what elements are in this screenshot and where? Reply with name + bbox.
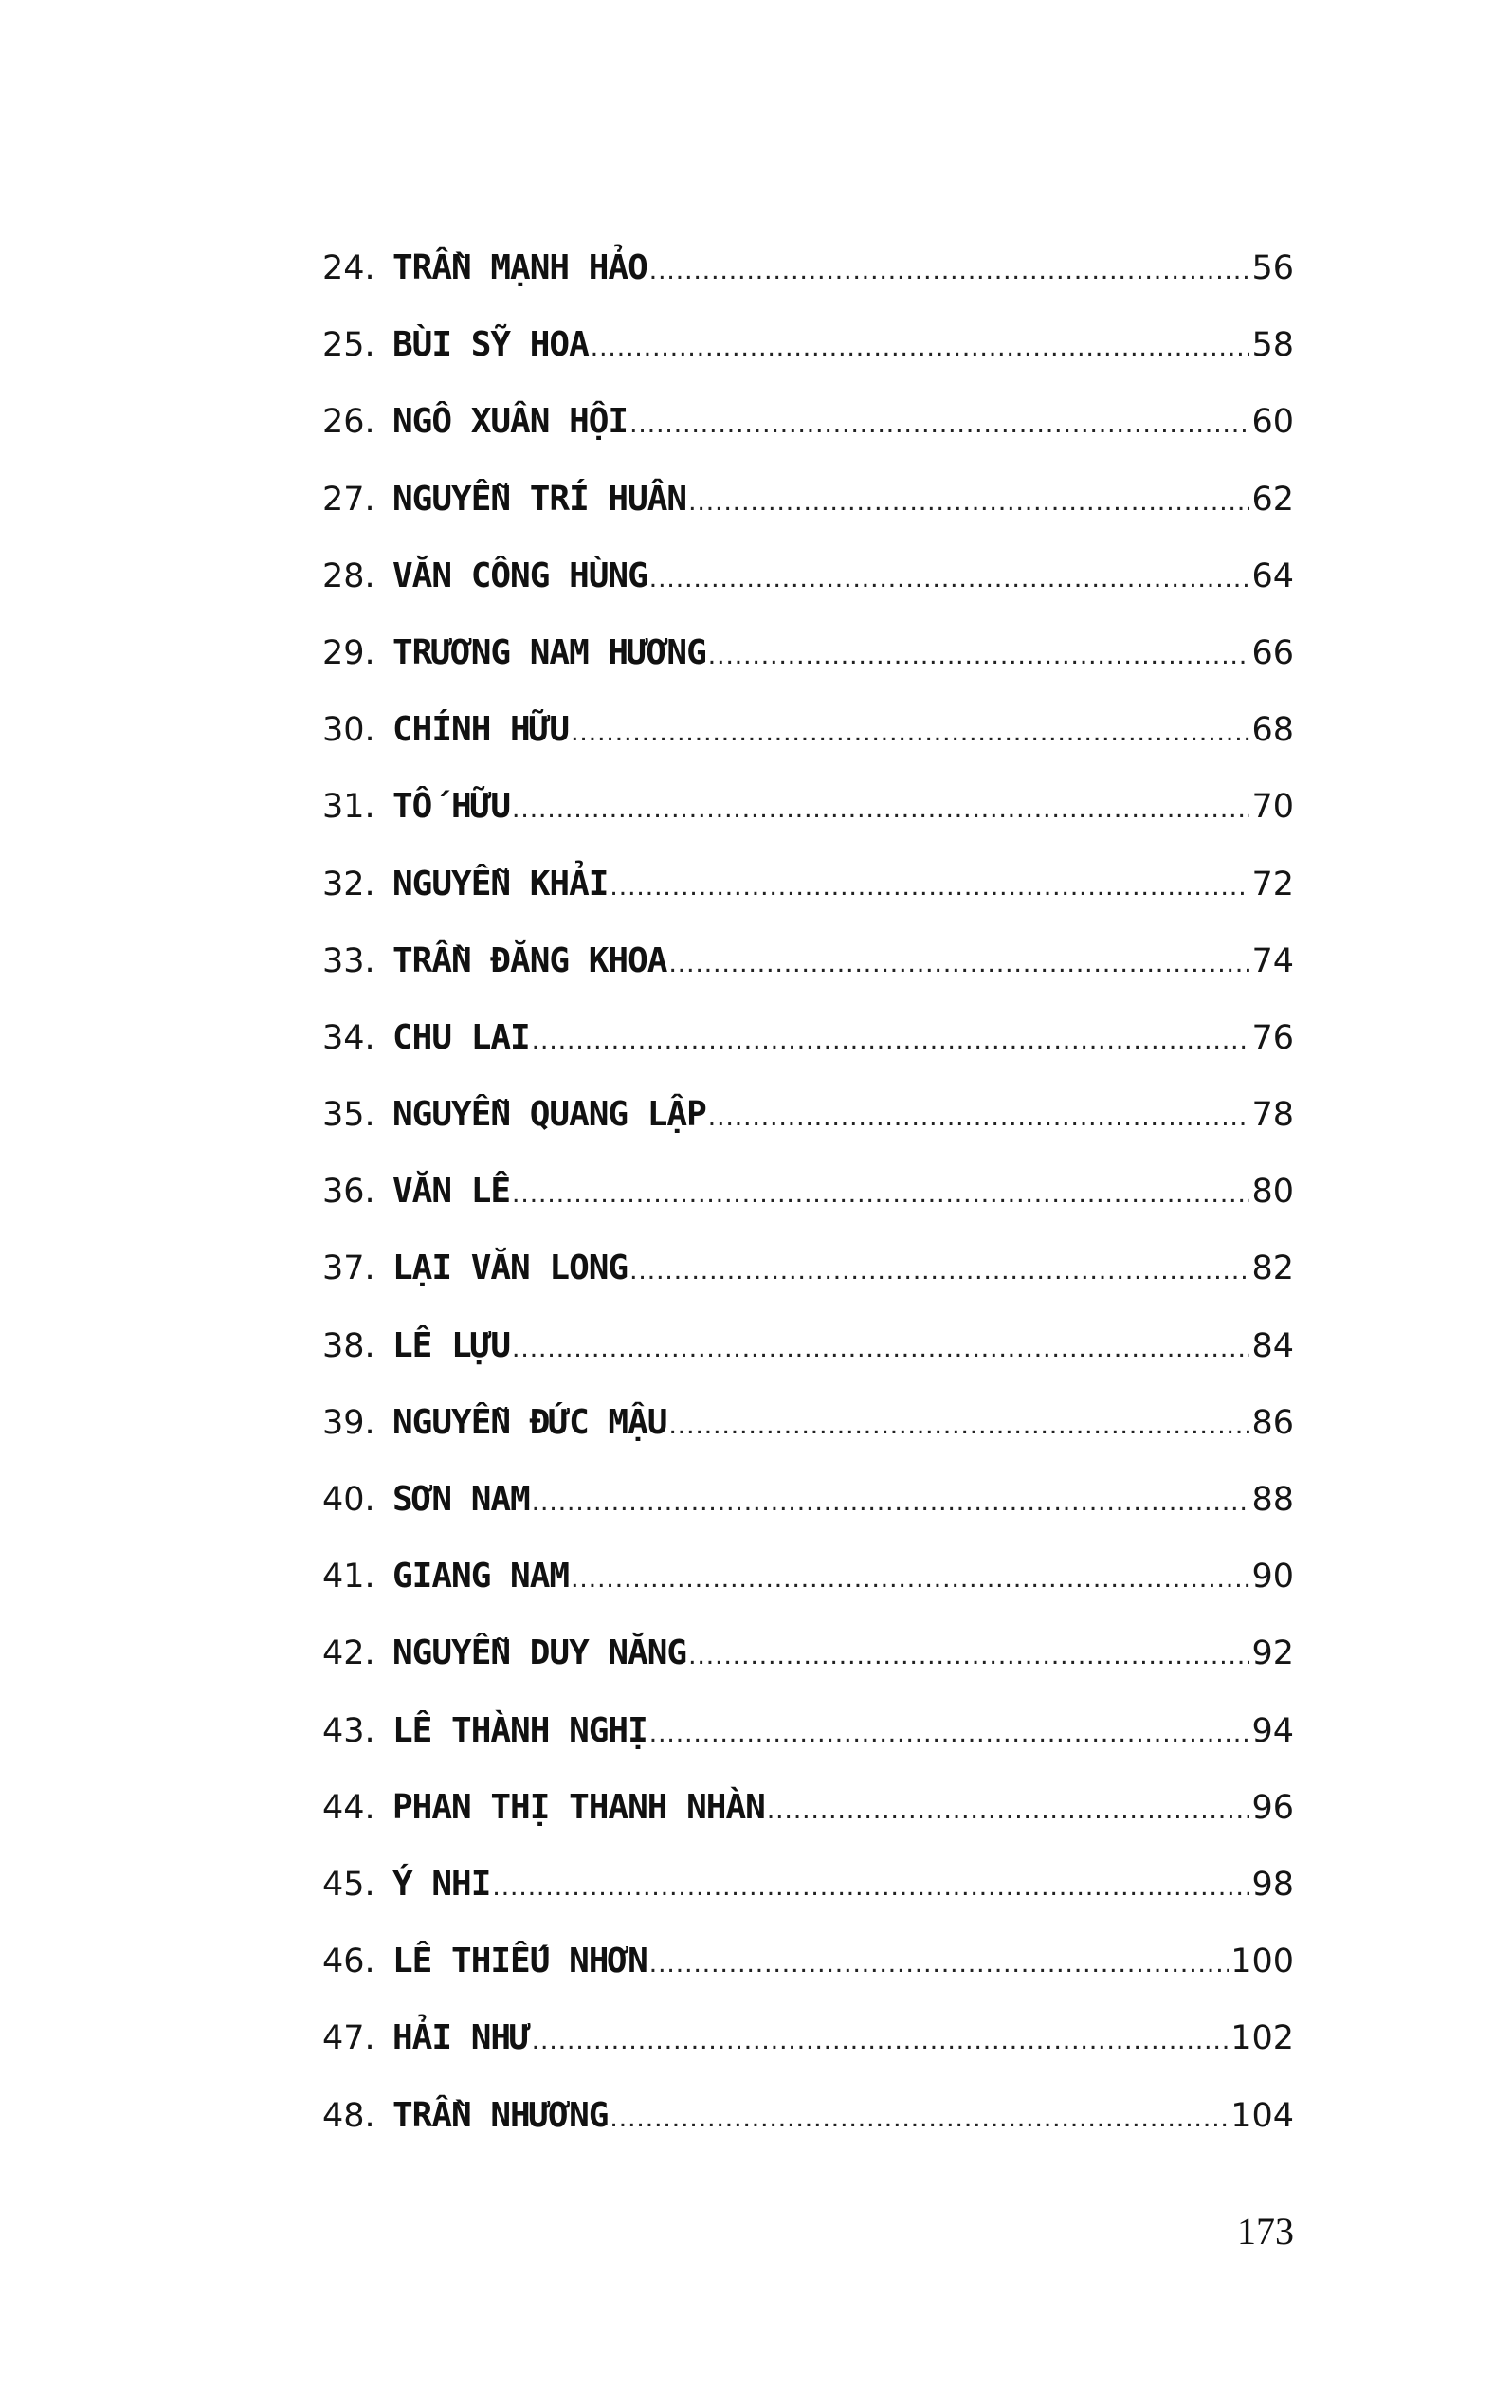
dot-leader (767, 1796, 1250, 1824)
toc-entry (322, 940, 1294, 1021)
entry-number: 26. (322, 403, 375, 442)
entry-number: 40. (322, 1481, 375, 1519)
toc-entry (322, 1172, 1294, 1251)
dot-leader (649, 256, 1250, 284)
entry-title: TỐ HỮU (392, 787, 511, 827)
entry-number: 45. (322, 1865, 375, 1904)
toc-entry (322, 1480, 1294, 1560)
toc-entry (322, 632, 1294, 713)
entry-page-number: 66 (1251, 633, 1294, 672)
entry-title: NGUYỄN KHẢI (392, 864, 609, 903)
entry-title: TRẦN MẠNH HẢO (392, 248, 647, 287)
entry-title: VĂN LÊ (392, 1172, 511, 1212)
dot-leader (649, 1719, 1250, 1747)
entry-title: NGUYỄN TRÍ HUÂN (392, 479, 687, 519)
entry-title: CHU LAI (392, 1017, 530, 1057)
toc-entry (322, 1251, 1294, 1328)
dot-leader (591, 333, 1250, 361)
toc-entry (322, 864, 1294, 944)
dot-leader (571, 718, 1249, 746)
entry-number: 35. (322, 1096, 375, 1135)
entry-page-number: 74 (1251, 941, 1294, 980)
entry-page-number: 72 (1251, 865, 1294, 903)
toc-entry (322, 556, 1294, 636)
dot-leader (532, 1487, 1250, 1516)
toc-entry (322, 402, 1294, 482)
entry-page-number: 78 (1251, 1096, 1294, 1135)
toc-entry (322, 1095, 1294, 1175)
entry-number: 34. (322, 1018, 375, 1057)
entry-title: TRẦN ĐĂNG KHOA (392, 940, 667, 980)
toc-entry (322, 787, 1294, 867)
dot-leader (629, 1256, 1249, 1285)
entry-title: LÊ THIẾU NHƠN (392, 1942, 647, 1981)
entry-page-number: 62 (1251, 480, 1294, 519)
entry-page-number: 70 (1251, 788, 1294, 827)
entry-number: 27. (322, 480, 375, 519)
entry-page-number: 82 (1251, 1250, 1294, 1288)
entry-title: SƠN NAM (392, 1480, 530, 1519)
entry-page-number: 84 (1251, 1326, 1294, 1365)
entry-title: GIANG NAM (392, 1557, 570, 1596)
entry-page-number: 96 (1251, 1788, 1294, 1827)
entry-number: 37. (322, 1250, 375, 1288)
toc-entry (322, 248, 1294, 328)
entry-title: VĂN CÔNG HÙNG (392, 556, 647, 595)
dot-leader (708, 641, 1250, 669)
dot-leader (708, 1103, 1250, 1131)
entry-number: 48. (322, 2096, 375, 2135)
entry-number: 28. (322, 556, 375, 595)
entry-page-number: 80 (1251, 1173, 1294, 1212)
entry-title: NGUYỄN DUY NĂNG (392, 1633, 687, 1673)
toc-entry (322, 1787, 1294, 1868)
dot-leader (512, 1179, 1249, 1208)
entry-page-number: 68 (1251, 711, 1294, 750)
entry-title: PHAN THỊ THANH NHÀN (392, 1787, 765, 1827)
entry-title: LÊ THÀNH NGHỊ (392, 1710, 647, 1750)
entry-page-number: 94 (1251, 1711, 1294, 1750)
entry-page-number: 90 (1251, 1558, 1294, 1596)
entry-title: NGUYỄN QUANG LẬP (392, 1095, 706, 1135)
dot-leader (512, 794, 1249, 823)
entry-page-number: 56 (1251, 249, 1294, 287)
entry-page-number: 88 (1251, 1481, 1294, 1519)
entry-number: 42. (322, 1634, 375, 1673)
entry-page-number: 64 (1251, 556, 1294, 595)
entry-number: 36. (322, 1173, 375, 1212)
toc-entry (322, 479, 1294, 559)
entry-title: TRẦN NHƯƠNG (392, 2095, 609, 2135)
entry-title: NGÔ XUÂN HỘI (392, 402, 628, 442)
entry-page-number: 86 (1251, 1403, 1294, 1442)
toc-entry (322, 325, 1294, 405)
entry-number: 46. (322, 1943, 375, 1981)
toc-entry (322, 1017, 1294, 1098)
entry-title: HẢI NHƯ (392, 2018, 530, 2058)
dot-leader (532, 1026, 1250, 1054)
dot-leader (629, 410, 1249, 438)
dot-leader (512, 1334, 1249, 1362)
entry-title: NGUYỄN ĐỨC MẬU (392, 1402, 667, 1442)
toc-entry (322, 710, 1294, 790)
entry-title: TRƯƠNG NAM HƯƠNG (392, 632, 706, 672)
entry-page-number: 58 (1251, 326, 1294, 365)
toc-entry (322, 1864, 1294, 1944)
entry-number: 25. (322, 326, 375, 365)
dot-leader (610, 2104, 1229, 2132)
dot-leader (668, 949, 1249, 977)
toc-entry (322, 1325, 1294, 1406)
entry-number: 29. (322, 633, 375, 672)
entry-number: 47. (322, 2019, 375, 2058)
table-of-contents (322, 248, 1294, 2176)
toc-entry (322, 1402, 1294, 1483)
entry-title: LẠI VĂN LONG (392, 1249, 628, 1288)
page-number: 173 (1237, 2210, 1294, 2253)
entry-page-number: 92 (1251, 1634, 1294, 1673)
dot-leader (688, 487, 1249, 516)
entry-page-number: 60 (1251, 403, 1294, 442)
entry-number: 33. (322, 941, 375, 980)
entry-page-number: 102 (1230, 2019, 1294, 2058)
entry-title: LÊ LỰU (392, 1325, 511, 1365)
entry-number: 31. (322, 788, 375, 827)
toc-entry (322, 1633, 1294, 1713)
entry-page-number: 76 (1251, 1018, 1294, 1057)
entry-number: 44. (322, 1788, 375, 1827)
entry-page-number: 100 (1230, 1943, 1294, 1981)
entry-title: CHÍNH HỮU (392, 710, 570, 750)
entry-number: 41. (322, 1558, 375, 1596)
toc-entry (322, 1710, 1294, 1791)
toc-entry (322, 2018, 1294, 2098)
entry-title: BÙI SỸ HOA (392, 325, 589, 365)
dot-leader (688, 1641, 1249, 1669)
entry-title: Ý NHI (392, 1864, 491, 1904)
entry-page-number: 104 (1230, 2096, 1294, 2135)
entry-number: 38. (322, 1326, 375, 1365)
entry-number: 32. (322, 865, 375, 903)
dot-leader (668, 1411, 1249, 1439)
dot-leader (649, 564, 1250, 593)
entry-number: 39. (322, 1403, 375, 1442)
toc-entry (322, 1557, 1294, 1636)
dot-leader (492, 1872, 1249, 1901)
dot-leader (532, 2026, 1229, 2054)
toc-entry (322, 2095, 1294, 2176)
toc-entry (322, 1944, 1294, 2021)
dot-leader (610, 872, 1249, 901)
entry-number: 30. (322, 711, 375, 750)
dot-leader (571, 1564, 1249, 1593)
entry-page-number: 98 (1251, 1865, 1294, 1904)
entry-number: 43. (322, 1711, 375, 1750)
dot-leader (649, 1949, 1229, 1978)
entry-number: 24. (322, 249, 375, 287)
